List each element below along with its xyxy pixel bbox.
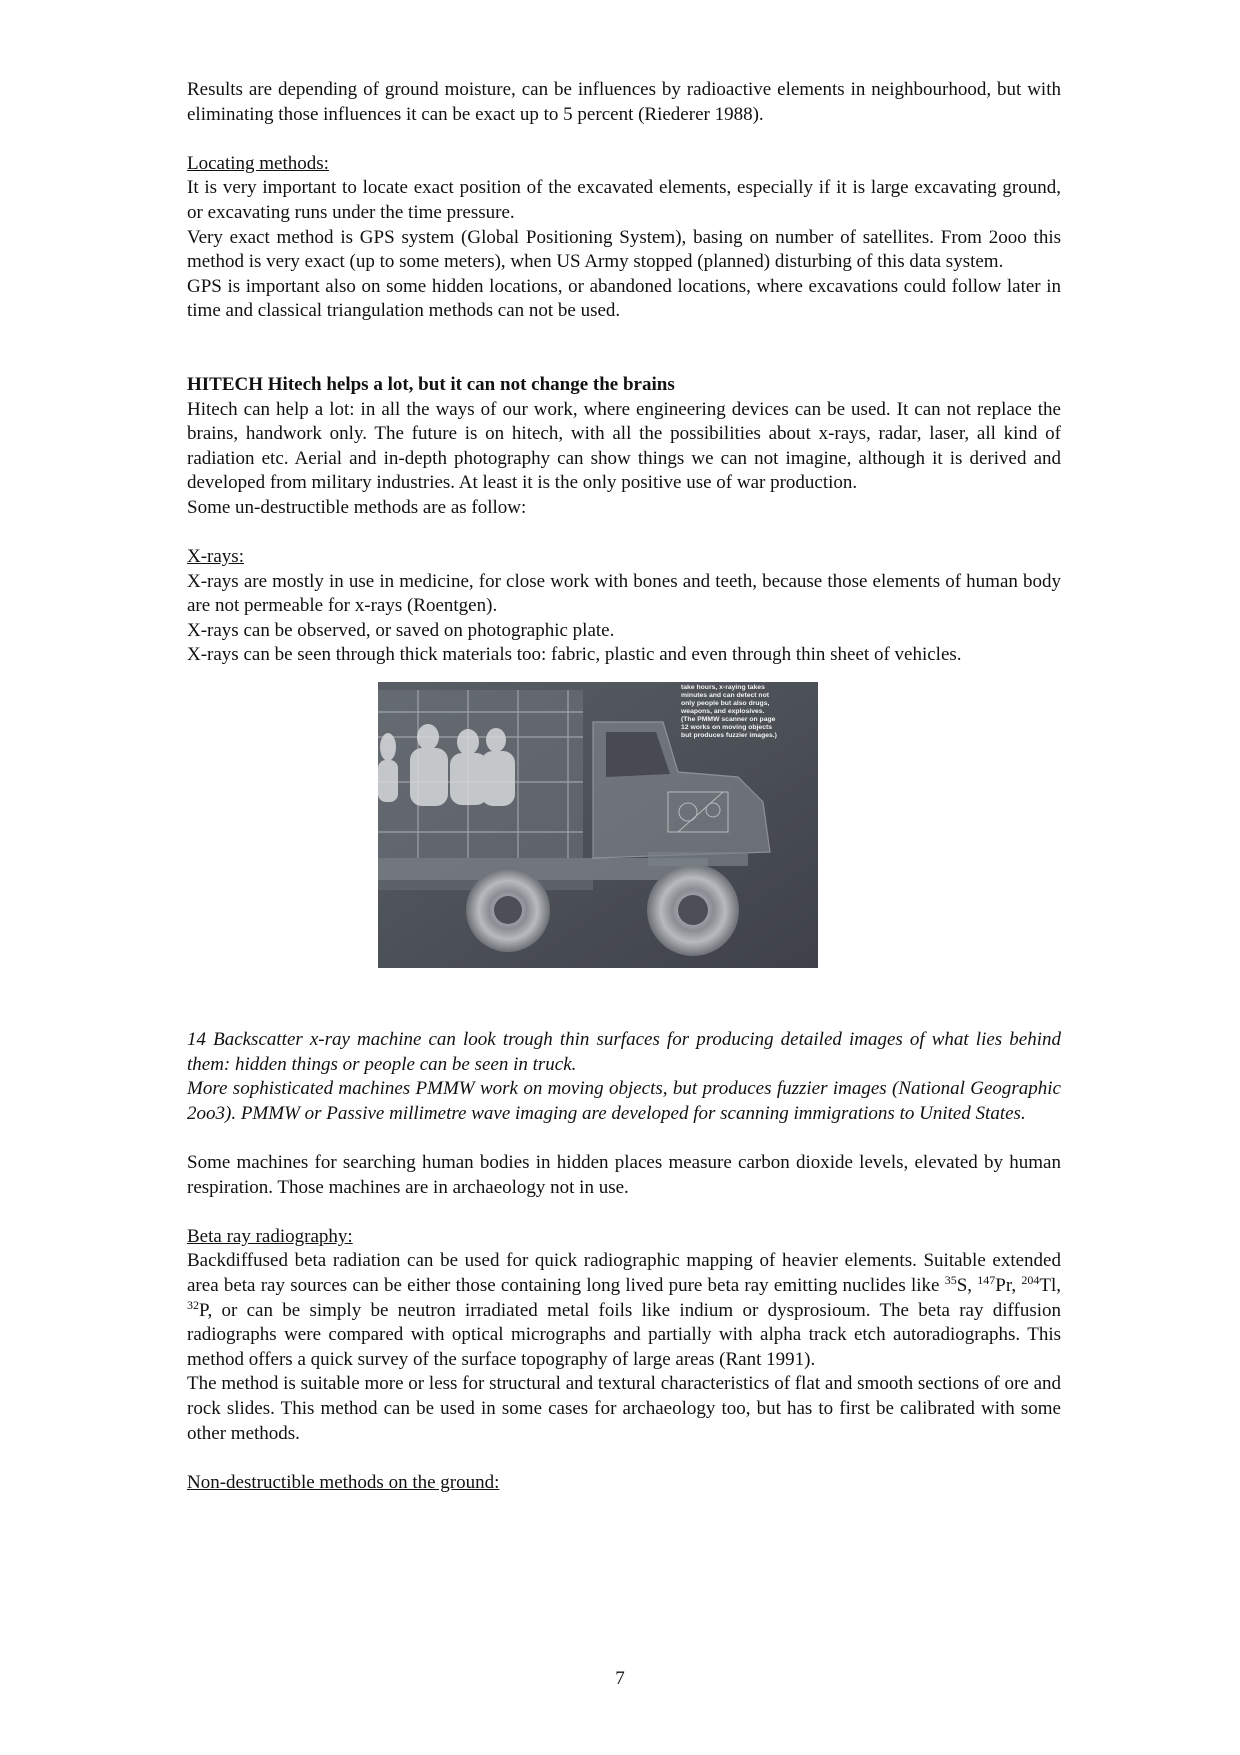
isotope-symbol: Tl, <box>1039 1275 1061 1296</box>
paragraph: GPS is important also on some hidden locations, or abandoned locations, where excavations could follow later in time and classical triangulation methods can not be used. <box>187 275 1061 322</box>
isotope-symbol: P <box>199 1299 208 1321</box>
xray-truck-image <box>378 682 818 968</box>
isotope-symbol: Pr, <box>995 1275 1022 1296</box>
text-run: , or can be simply be neutron irradiated metal foils like indium or dysprosioum. The beta ray diffusion radiographs were compared with optical micrographs and partially with alpha track etch autoradiographs. This method offers a quick survey of the surface topography of large areas (Rant 1991). <box>187 1299 1061 1370</box>
paragraph: Some machines for searching human bodies in hidden places measure carbon dioxide levels, elevated by human respiration. Those machines are in archaeology not in use. <box>187 1152 1061 1198</box>
paragraph: Some un-destructible methods are as follow: <box>187 496 527 518</box>
isotope-symbol: S, <box>956 1275 978 1296</box>
paragraph: Very exact method is GPS system (Global Positioning System), basing on number of satellites. From 2ooo this method is very exact (up to some meters), when US Army stopped (planned) disturbing of this data system. <box>187 226 1061 273</box>
section-heading-hitech: HITECH Hitech helps a lot, but it can not change the brains <box>187 373 675 395</box>
paragraph: X-rays can be observed, or saved on photographic plate. <box>187 619 615 641</box>
paragraph: Results are depending of ground moisture, can be influences by radioactive elements in neighbourhood, but with eliminating those influences it can be exact up to 5 percent (Riederer 1988). <box>187 79 1061 125</box>
figure-container <box>187 668 1061 1028</box>
document-body <box>187 78 1061 1495</box>
paragraph-beta <box>187 1249 1061 1372</box>
isotope-mass: 147 <box>977 1273 996 1287</box>
section-heading-locating: Locating methods: <box>187 152 329 174</box>
isotope-mass: 204 <box>1021 1273 1040 1287</box>
text-run: Backdiffused beta radiation can be used for quick radiographic mapping of heavier elements. Suitable extended area beta ray sources can be either those containing long lived pure beta ray emitting nuclides like <box>187 1250 1061 1296</box>
section-heading-nondestructive: Non-destructible methods on the ground: <box>187 1471 500 1493</box>
paragraph: It is very important to locate exact position of the excavated elements, especially if it is large excavating ground, or excavating runs under the time pressure. <box>187 177 1061 223</box>
section-heading-xrays: X-rays: <box>187 546 244 568</box>
section-heading-beta: Beta ray radiography: <box>187 1225 353 1247</box>
isotope-mass: 32 <box>187 1297 199 1312</box>
paragraph: The method is suitable more or less for structural and textural characteristics of flat and smooth sections of ore and rock slides. This method can be used in some cases for archaeology too, but has to first be calibrated with some other methods. <box>187 1373 1061 1444</box>
figure-caption: More sophisticated machines PMMW work on moving objects, but produces fuzzier images (National Geographic 2oo3). PMMW or Passive millimetre wave imaging are developed for scanning immigrations to United States. <box>187 1078 1061 1124</box>
paragraph: X-rays can be seen through thick materials too: fabric, plastic and even through thin sheet of vehicles. <box>187 644 962 666</box>
figure-inset-text: take hours, x-raying takes minutes and can detect not only people but also drugs, weapons, and explosives. (The PMMW scanner on page 12 works on moving objects but produces fuzzier images.) <box>681 684 777 740</box>
page-number: 7 <box>615 1668 625 1689</box>
paragraph: X-rays are mostly in use in medicine, for close work with bones and teeth, because those elements of human body are not permeable for x-rays (Roentgen). <box>187 570 1061 617</box>
isotope-mass: 35 <box>944 1273 957 1287</box>
figure-caption: 14 Backscatter x-ray machine can look trough thin surfaces for producing detailed images of what lies behind them: hidden things or people can be seen in truck. <box>187 1029 1061 1075</box>
paragraph: Hitech can help a lot: in all the ways of our work, where engineering devices can be used. It can not replace the brains, handwork only. The future is on hitech, with all the possibilities about x-rays, radar, laser, all kind of radiation etc. Aerial and in-depth photography can show things we can not imagine, although it is derived and developed from military industries. At least it is the only positive use of war production. <box>187 398 1061 494</box>
